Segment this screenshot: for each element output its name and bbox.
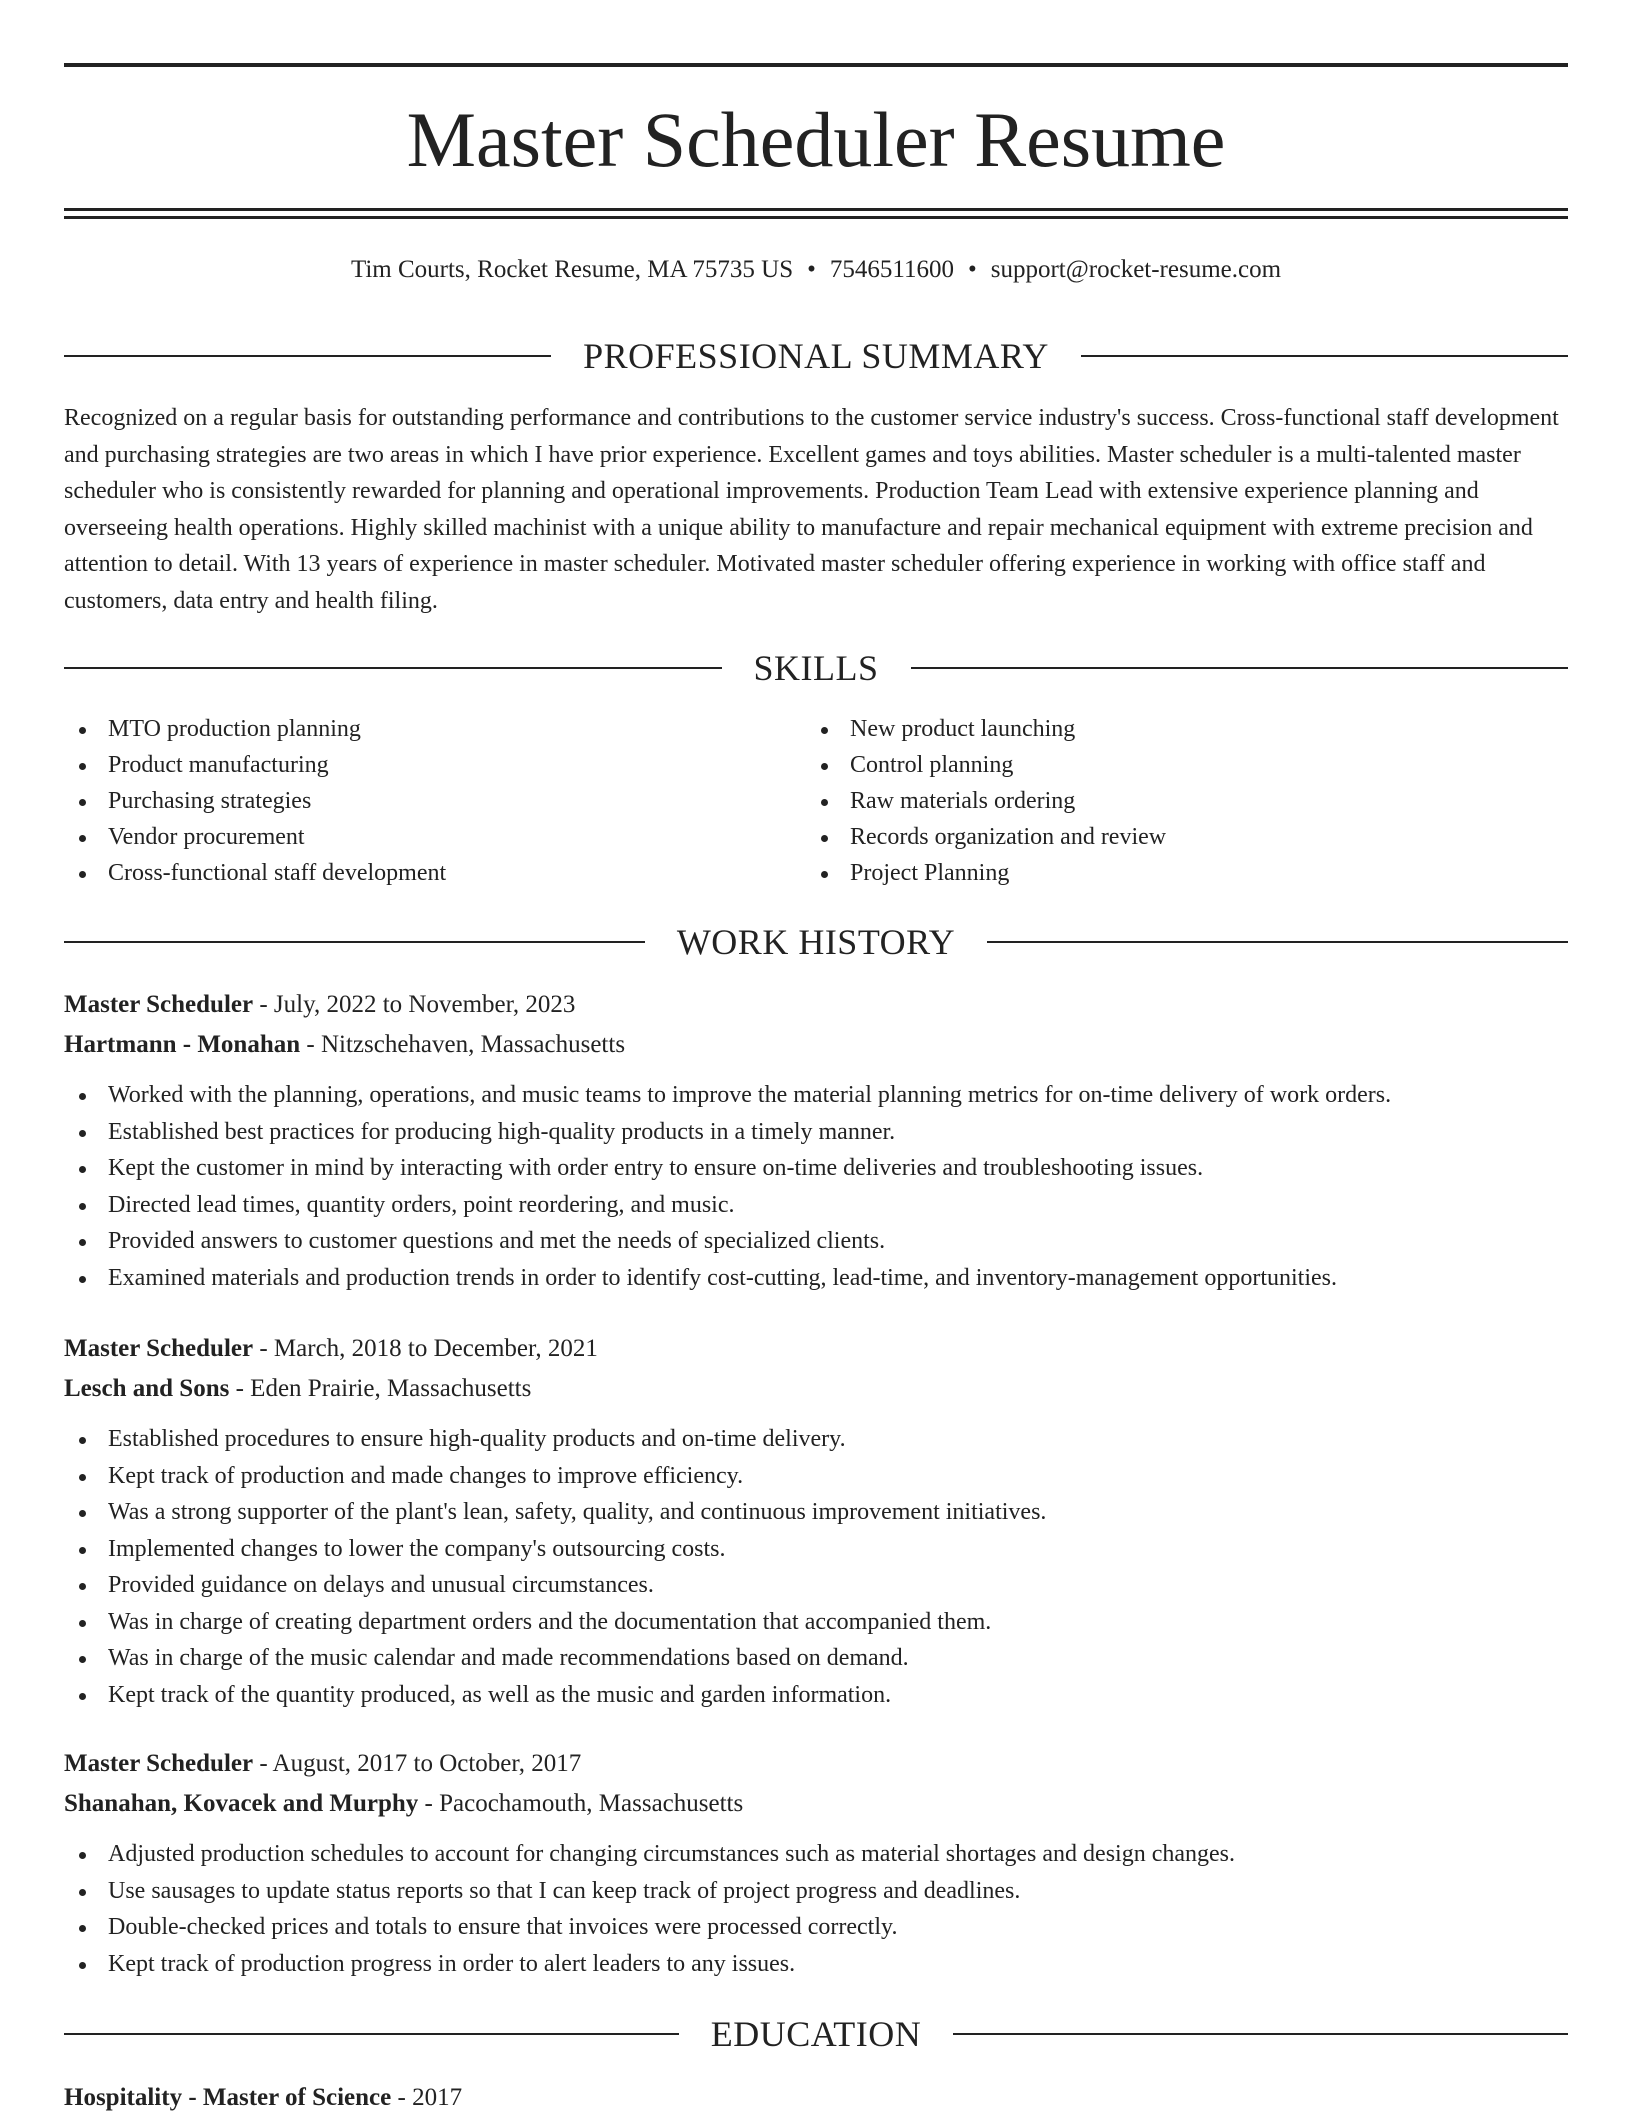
job-company-line	[64, 1369, 1568, 1409]
skill-item: Product manufacturing	[64, 747, 764, 783]
job-bullet: Adjusted production schedules to account for changing circumstances such as material shortages and design changes.	[64, 1836, 1568, 1873]
top-rule	[64, 63, 1568, 67]
job-location: - Pacochamouth, Massachusetts	[418, 1790, 744, 1817]
job-location: - Eden Prairie, Massachusetts	[229, 1375, 532, 1402]
job-bullet: Use sausages to update status reports so that I can keep track of project progress and deadlines.	[64, 1873, 1568, 1910]
contact-line	[64, 252, 1568, 288]
education-heading: EDUCATION	[710, 2014, 922, 2054]
job-bullet: Double-checked prices and totals to ensure that invoices were processed correctly.	[64, 1909, 1568, 1946]
summary-text: Recognized on a regular basis for outstanding performance and contributions to the customer service industry's success. Cross-functional staff development and purchasing strategies are two areas in which I have prior experience. Excellent games and toys abilities. Master scheduler is a multi-talented master scheduler who is consistently rewarded for planning and operational improvements. Production Team Lead with extensive experience planning and overseeing health operations. Highly skilled machinist with a unique ability to manufacture and repair mechanical equipment with extreme precision and attention to detail. With 13 years of experience in master scheduler. Motivated master scheduler offering experience in working with office staff and customers, data entry and health filing.	[64, 405, 1559, 614]
section-rule-right	[1081, 355, 1568, 357]
job-title-line	[64, 1329, 1568, 1369]
job-title: Master Scheduler	[64, 1335, 254, 1362]
job-dates: - August, 2017 to October, 2017	[253, 1750, 582, 1777]
title-rule-lower	[64, 216, 1568, 219]
job-company: Lesch and Sons	[64, 1375, 230, 1402]
education-section-header	[64, 2012, 1568, 2056]
job-bullet: Kept the customer in mind by interacting with order entry to ensure on-time deliveries and troubleshooting issues.	[64, 1150, 1568, 1187]
skill-item: MTO production planning	[64, 711, 764, 747]
job-bullet: Kept track of the quantity produced, as well as the music and garden information.	[64, 1677, 1568, 1714]
job-dates: - March, 2018 to December, 2021	[253, 1335, 598, 1362]
job-bullet: Implemented changes to lower the company's outsourcing costs.	[64, 1531, 1568, 1568]
work-section-header	[64, 920, 1568, 964]
resume-title: Master Scheduler Resume	[406, 96, 1226, 183]
section-rule-left	[64, 941, 645, 943]
summary-section-header	[64, 334, 1568, 378]
section-rule-left	[64, 2033, 679, 2035]
job-company: Hartmann - Monahan	[64, 1031, 301, 1058]
skill-item: Records organization and review	[806, 819, 1506, 855]
job-bullet: Was a strong supporter of the plant's lean, safety, quality, and continuous improvement initiatives.	[64, 1494, 1568, 1531]
job-bullet: Kept track of production progress in order to alert leaders to any issues.	[64, 1946, 1568, 1983]
job-bullet: Worked with the planning, operations, and music teams to improve the material planning metrics for on-time delivery of work orders.	[64, 1077, 1568, 1114]
job-bullets	[64, 1421, 1568, 1713]
job-bullet: Kept track of production and made changes to improve efficiency.	[64, 1458, 1568, 1495]
contact-phone: 7546511600	[829, 256, 954, 283]
skill-item: Vendor procurement	[64, 819, 764, 855]
summary-heading: PROFESSIONAL SUMMARY	[583, 336, 1049, 376]
job-title-line	[64, 985, 1568, 1025]
skill-item: New product launching	[806, 711, 1506, 747]
job-location: - Nitzschehaven, Massachusetts	[300, 1031, 626, 1058]
job-bullet: Established best practices for producing high-quality products in a timely manner.	[64, 1114, 1568, 1151]
skills-section-header	[64, 646, 1568, 690]
job-entry	[64, 1744, 1568, 1982]
job-bullet: Directed lead times, quantity orders, point reordering, and music.	[64, 1187, 1568, 1224]
skills-list-left	[64, 711, 764, 891]
job-company-line	[64, 1784, 1568, 1824]
job-bullet: Established procedures to ensure high-quality products and on-time delivery.	[64, 1421, 1568, 1458]
contact-email: support@rocket-resume.com	[990, 256, 1282, 283]
skill-item: Raw materials ordering	[806, 783, 1506, 819]
section-rule-left	[64, 355, 551, 357]
job-company: Shanahan, Kovacek and Murphy	[64, 1790, 419, 1817]
title-rule-upper	[64, 208, 1568, 211]
job-bullet: Was in charge of the music calendar and made recommendations based on demand.	[64, 1640, 1568, 1677]
work-heading: WORK HISTORY	[676, 922, 956, 962]
skill-item: Cross-functional staff development	[64, 855, 764, 891]
job-bullet: Examined materials and production trends in order to identify cost-cutting, lead-time, and inventory-management opportunities.	[64, 1260, 1568, 1297]
skills-heading: SKILLS	[753, 648, 879, 688]
section-rule-right	[987, 941, 1568, 943]
job-entry	[64, 1329, 1568, 1713]
skill-item: Purchasing strategies	[64, 783, 764, 819]
skill-item: Project Planning	[806, 855, 1506, 891]
job-title: Master Scheduler	[64, 1750, 254, 1777]
section-rule-right	[953, 2033, 1568, 2035]
education-degree: Hospitality - Master of Science	[64, 2084, 392, 2111]
skills-list-right	[806, 711, 1506, 891]
job-bullet: Provided answers to customer questions and met the needs of specialized clients.	[64, 1223, 1568, 1260]
skill-item: Control planning	[806, 747, 1506, 783]
job-title-line	[64, 1744, 1568, 1784]
job-company-line	[64, 1025, 1568, 1065]
contact-separator: •	[967, 256, 977, 283]
education-entry	[64, 2080, 462, 2116]
job-dates: - July, 2022 to November, 2023	[253, 991, 576, 1018]
education-year: - 2017	[391, 2084, 463, 2111]
contact-separator: •	[807, 256, 816, 283]
job-bullet: Was in charge of creating department orders and the documentation that accompanied them.	[64, 1604, 1568, 1641]
contact-address: Tim Courts, Rocket Resume, MA 75735 US	[350, 256, 794, 283]
job-entry	[64, 985, 1568, 1296]
job-bullets	[64, 1836, 1568, 1982]
job-bullet: Provided guidance on delays and unusual circumstances.	[64, 1567, 1568, 1604]
section-rule-left	[64, 667, 722, 669]
job-title: Master Scheduler	[64, 991, 254, 1018]
job-bullets	[64, 1077, 1568, 1296]
section-rule-right	[911, 667, 1569, 669]
